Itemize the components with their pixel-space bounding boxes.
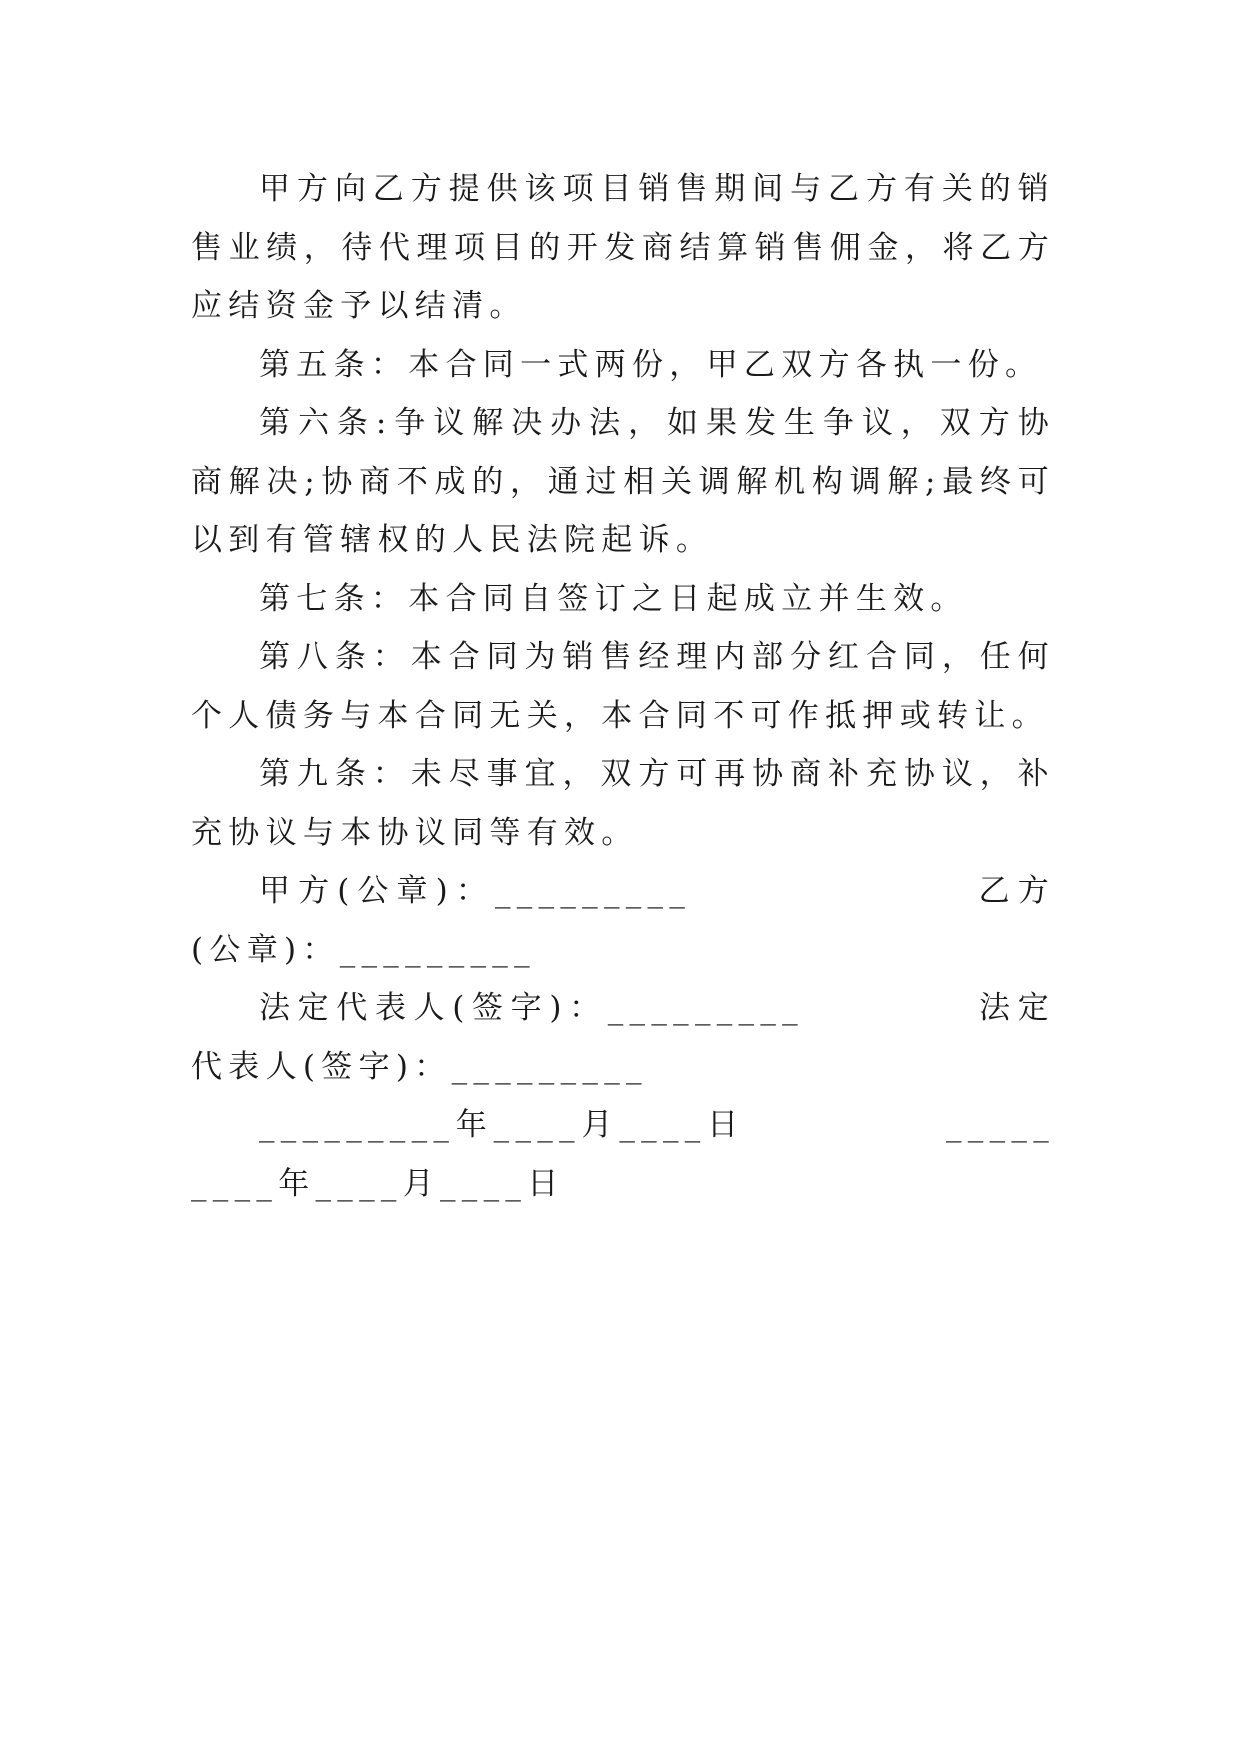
contract-body: [191, 160, 1055, 1213]
paragraph-sales-performance: 甲方向乙方提供该项目销售期间与乙方有关的销售业绩，待代理项目的开发商结算销售佣金，将乙方应结资金予以结清。: [191, 171, 1055, 324]
date-signature-line: _________年____月____日 _________年____月____日: [191, 1107, 1055, 1202]
seal-signature-line: 甲方(公章)：_________ 乙方(公章)：_________: [191, 873, 1055, 968]
paragraph-article-7: 第七条：本合同自签订之日起成立并生效。: [259, 580, 968, 617]
paragraph-article-5: 第五条：本合同一式两份，甲乙双方各执一份。: [259, 346, 1043, 383]
paragraph-article-6: 第六条:争议解决办法，如果发生争议，双方协商解决;协商不成的，通过相关调解机构调解;最终可以到有管辖权的人民法院起诉。: [191, 405, 1055, 558]
representative-signature-line: 法定代表人(签字)：_________ 法定代表人(签字)：_________: [191, 990, 1055, 1085]
paragraph-article-9: 第九条：未尽事宜，双方可再协商补充协议，补充协议与本协议同等有效。: [191, 756, 1055, 851]
paragraph-article-8: 第八条：本合同为销售经理内部分红合同，任何个人债务与本合同无关，本合同不可作抵押或转让。: [191, 639, 1055, 734]
